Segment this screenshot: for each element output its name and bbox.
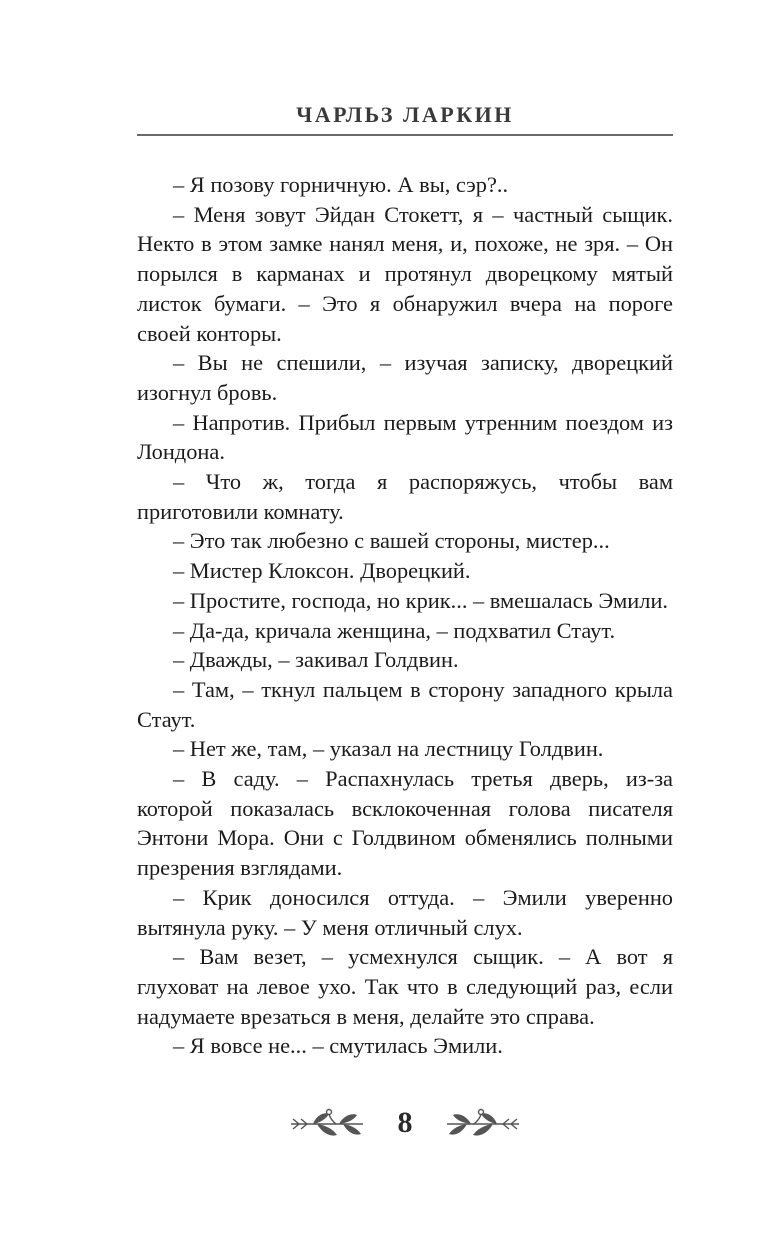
paragraph: – Простите, господа, но крик... – вмешалась Эмили. [173,587,669,613]
page-footer [137,1100,673,1150]
running-header [137,100,673,130]
paragraph: – Это так любезно с вашей стороны, мистер... [173,528,610,554]
paragraph: – Я позову горничную. А вы, сэр?.. [173,172,509,197]
paragraph: – В саду. – Распахнулась третья дверь, из-за которой показалась всклокоченная голова писателя Энтони Мора. Они с Голдвином обменялись полными презрения взглядами. [137,766,673,881]
paragraph: – Там, – ткнул пальцем в сторону западного крыла Стаут. [137,676,673,732]
paragraph: – Вам везет, – усмехнулся сыщик. – А вот я глуховат на левое ухо. Так что в следующий раз, если надумаете врезаться в меня, делайте это справа. [137,944,673,1029]
laurel-branch-icon [445,1104,521,1144]
body-text [137,170,673,1061]
paragraph: – Да-да, кричала женщина, – подхватил Стаут. [173,617,616,643]
paragraph: – Я вовсе не... – смутилась Эмили. [173,1033,503,1059]
paragraph: – Мистер Клоксон. Дворецкий. [173,558,471,584]
paragraph: – Вы не спешили, – изучая записку, дворецкий изогнул бровь. [137,350,673,405]
paragraph: – Дважды, – закивал Голдвин. [173,647,459,673]
paragraph: – Напротив. Прибыл первым утренним поездом из Лондона. [137,409,673,465]
page-number: 8 [397,1106,413,1139]
header-rule [137,134,673,136]
paragraph: – Меня зовут Эйдан Стокетт, я – частный сыщик. Некто в этом замке нанял меня, и, похоже, не зря. – Он порылся в карманах и протянул дворецкому мятый листок бумаги. – Это я обнаружил вчера на пороге своей конторы. [137,201,673,346]
paragraph: – Крик доносился оттуда. – Эмили уверенно вытянула руку. – У меня отличный слух. [137,884,673,940]
running-title: ЧАРЛЬЗ ЛАРКИН [296,102,514,127]
paragraph: – Нет же, там, – указал на лестницу Голдвин. [173,736,604,762]
paragraph: – Что ж, тогда я распоряжусь, чтобы вам приготовили комнату. [137,469,673,524]
